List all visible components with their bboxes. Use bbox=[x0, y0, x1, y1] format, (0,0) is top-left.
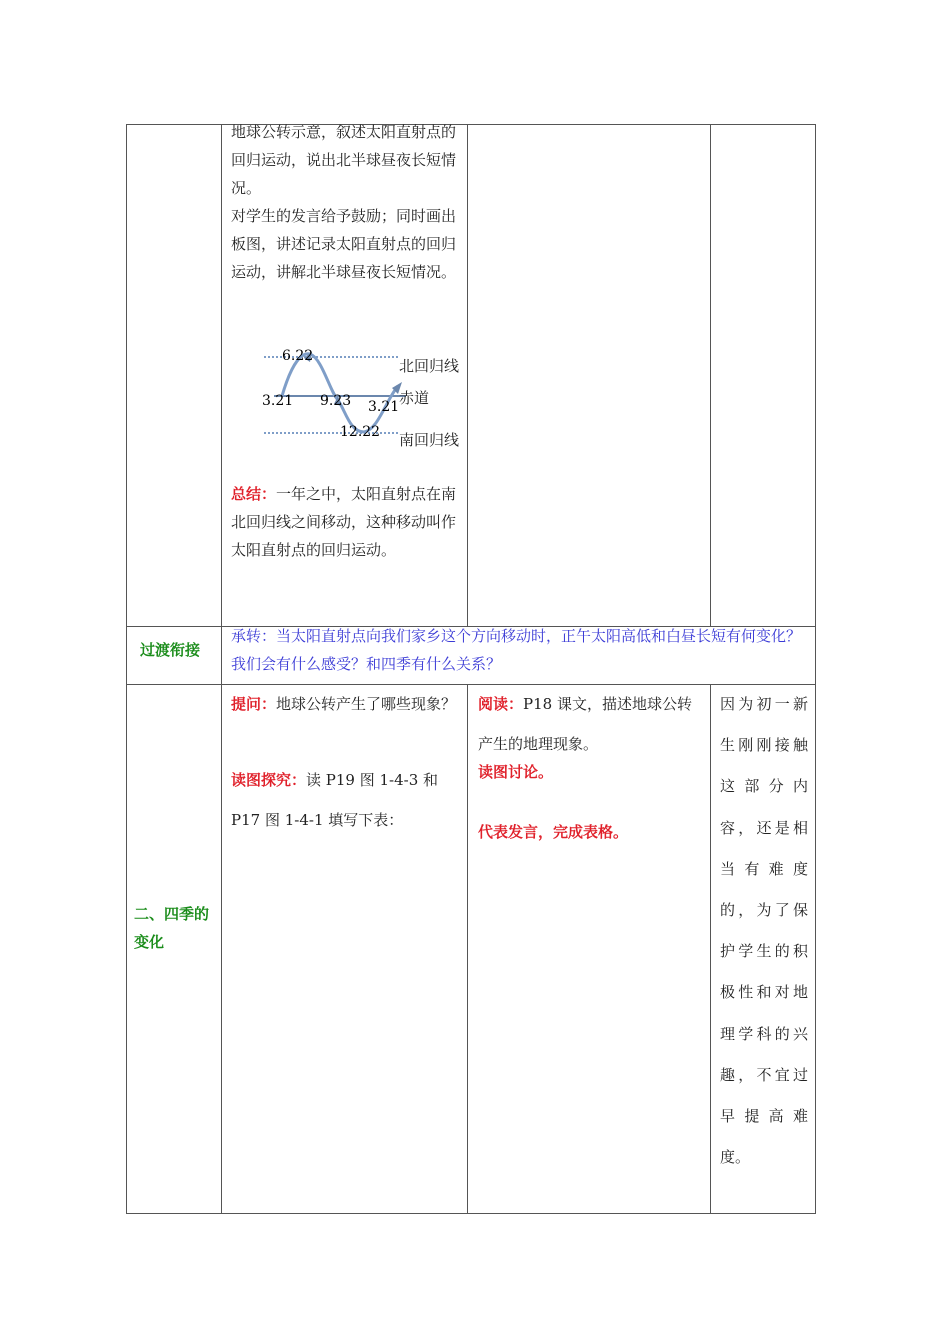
date-label-923: 9.23 bbox=[320, 393, 352, 409]
row-divider-2 bbox=[126, 684, 816, 685]
date-label-321-start: 3.21 bbox=[262, 393, 294, 409]
col-divider-2-bottom bbox=[467, 684, 468, 1214]
teacher-question-title: 提问： bbox=[231, 695, 277, 713]
transition-content: 承转：当太阳直射点向我们家乡这个方向移动时，正午太阳高低和白昼长短有何变化？我们会有什么感受？和四季有什么关系？ bbox=[231, 627, 802, 673]
teacher-read-text: 读 P19 图 1-4-3 和 P17 图 1-4-1 填写下表： bbox=[231, 771, 443, 829]
teacher-read-task bbox=[231, 760, 465, 840]
student-read-task bbox=[478, 684, 706, 764]
student-discuss: 读图讨论。 bbox=[478, 763, 554, 781]
section-label-four-seasons: 二、四季的变化 bbox=[134, 905, 210, 951]
col-divider-3-top bbox=[710, 124, 711, 627]
design-note: 因为初一新生刚刚接触这部分内容，还是相当有难度的，为了保护学生的积极性和对地理学科的兴趣，不宜过早提高难度。 bbox=[720, 695, 808, 1167]
table-border-left bbox=[126, 124, 127, 1214]
date-label-1222: 12.22 bbox=[340, 424, 381, 440]
table-border-top bbox=[126, 124, 816, 125]
equator-label: 赤道 bbox=[399, 389, 430, 407]
teacher-activity-paragraph-2: 对学生的发言给予鼓励；同时画出板图，讲述记录太阳直射点的回归运动，讲解北半球昼夜长短情况。 bbox=[231, 207, 457, 281]
summary-text: 一年之中，太阳直射点在南北回归线之间移动，这种移动叫作太阳直射点的回归运动。 bbox=[231, 485, 457, 559]
summary-title: 总结： bbox=[231, 485, 277, 503]
tropic-of-cancer-label: 北回归线 bbox=[399, 357, 460, 375]
summary-paragraph bbox=[231, 480, 463, 564]
col-divider-2-top bbox=[467, 124, 468, 627]
transition-label: 过渡衔接 bbox=[140, 641, 201, 659]
tropic-of-capricorn-label: 南回归线 bbox=[399, 431, 460, 449]
date-label-321-end: 3.21 bbox=[368, 399, 400, 415]
student-report: 代表发言，完成表格。 bbox=[478, 823, 629, 841]
student-read-text: P18 课文，描述地球公转产生的地理现象。 bbox=[478, 695, 692, 753]
date-label-622: 6.22 bbox=[282, 348, 314, 364]
teacher-read-title: 读图探究： bbox=[231, 771, 307, 789]
teacher-question bbox=[231, 684, 465, 724]
table-border-bottom bbox=[126, 1213, 816, 1214]
teacher-question-text: 地球公转产生了哪些现象？ bbox=[276, 695, 457, 713]
col-divider-3-bottom bbox=[710, 684, 711, 1214]
student-read-title: 阅读： bbox=[478, 695, 524, 713]
col-divider-1 bbox=[221, 124, 222, 1214]
teacher-activity-paragraph-1: 地球公转示意，叙述太阳直射点的回归运动，说出北半球昼夜长短情况。 bbox=[231, 123, 457, 197]
table-border-right bbox=[815, 124, 816, 1214]
